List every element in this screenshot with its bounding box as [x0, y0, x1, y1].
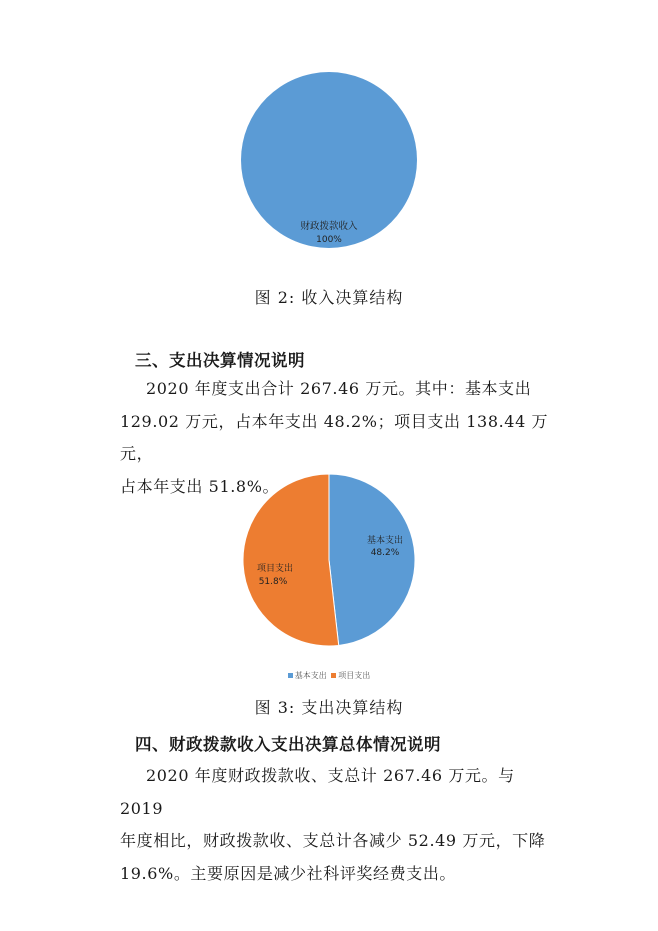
section-4-paragraph	[120, 760, 560, 890]
pie-slice-基本支出	[329, 474, 415, 645]
legend-label-基本支出: 基本支出	[294, 671, 327, 680]
income-pie-chart	[241, 72, 417, 248]
section-4-line-1: 2020 年度财政拨款收、支总计 267.46 万元。与 2019	[120, 766, 515, 818]
section-4-heading: 四、财政拨款收入支出决算总体情况说明	[135, 735, 441, 754]
figure-2-caption: 图 2: 收入决算结构	[254, 288, 404, 307]
pie-label-基本支出: 基本支出	[366, 536, 404, 546]
pie-value-基本支出: 48.2%	[370, 548, 400, 558]
pie-value-财政拨款收入: 100%	[316, 235, 342, 245]
legend-label-项目支出: 项目支出	[338, 671, 371, 680]
pie-value-项目支出: 51.8%	[258, 577, 288, 587]
legend-swatch-项目支出	[331, 673, 336, 678]
pie-label-财政拨款收入: 财政拨款收入	[300, 221, 358, 232]
section-3-line-2: 129.02 万元，占本年支出 48.2%；项目支出 138.44 万元，	[120, 411, 549, 463]
legend-item-项目支出	[331, 671, 370, 680]
pie-label-项目支出: 项目支出	[256, 564, 294, 574]
legend-item-基本支出	[288, 671, 327, 680]
pie-slice-项目支出	[243, 474, 339, 646]
section-3-heading: 三、支出决算情况说明	[135, 351, 305, 370]
expenditure-chart-legend	[0, 670, 658, 681]
section-3-line-3: 占本年支出 51.8%。	[120, 476, 280, 496]
section-4-line-2: 年度相比，财政拨款收、支总计各减少 52.49 万元，下降	[120, 831, 546, 850]
figure-3-caption: 图 3: 支出决算结构	[254, 698, 404, 717]
section-3-line-1: 2020 年度支出合计 267.46 万元。其中：基本支出	[146, 379, 532, 398]
legend-swatch-基本支出	[288, 673, 293, 678]
expenditure-pie-chart	[243, 474, 415, 646]
section-4-line-3: 19.6%。主要原因是减少社科评奖经费支出。	[120, 863, 457, 883]
